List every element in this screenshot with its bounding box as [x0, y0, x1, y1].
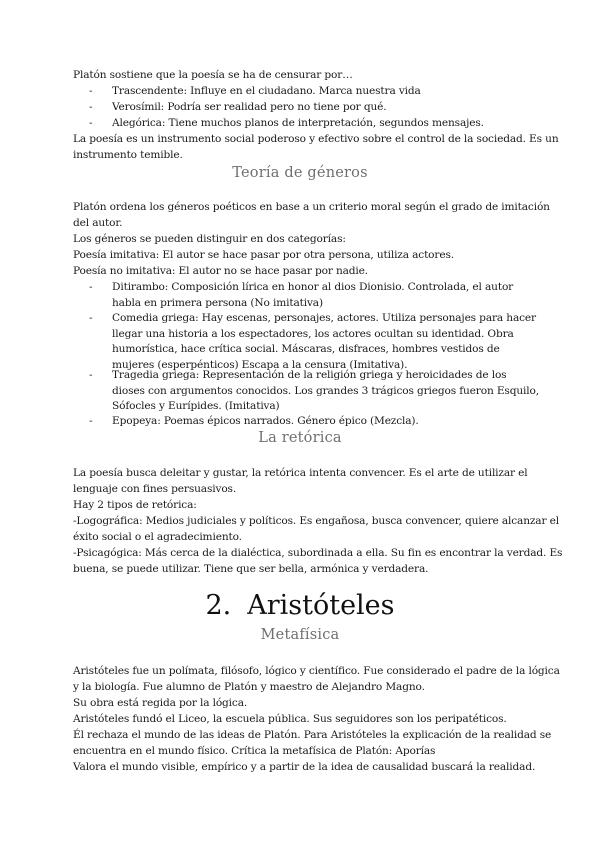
paragraph-line: -Psicagógica: Más cerca de la dialéctica, subordinada a ella. Su fin es encontrar la verdad. Es [73, 547, 563, 559]
paragraph-line: Poesía no imitativa: El autor no se hace pasar por nadie. [73, 265, 369, 277]
list-item-text: Tragedia griega: Representación de la religión griega y heroicidades de los dioses con argumentos conocidos. Los grandes 3 trágicos griegos fueron Esquilo, Sófocles y Eurípides. (Imitativa) [112, 369, 539, 412]
paragraph-line: Aristóteles fundó el Liceo, la escuela pública. Sus seguidores son los peripatéticos. [73, 713, 507, 725]
chapter-heading [0, 590, 600, 621]
bullet-dash: - [89, 101, 93, 113]
paragraph-line: -Logográfica: Medios judiciales y políticos. Es engañosa, busca convencer, quiere alcanzar el [73, 515, 559, 527]
paragraph-line: Hay 2 tipos de retórica: [73, 499, 197, 511]
list-item-text: Verosímil: Podría ser realidad pero no tiene por qué. [112, 101, 387, 113]
paragraph-line: buena, se puede utilizar. Tiene que ser bella, armónica y verdadera. [73, 563, 429, 575]
paragraph-line: instrumento temible. [73, 149, 183, 161]
bullet-dash: - [89, 117, 93, 129]
paragraph-line: y la biología. Fue alumno de Platón y maestro de Alejandro Magno. [73, 681, 425, 693]
list-item-text: Trascendente: Influye en el ciudadano. Marca nuestra vida [112, 85, 421, 97]
section-heading: Metafísica [260, 627, 340, 643]
paragraph-line: del autor. [73, 217, 123, 229]
list-item-text: Ditirambo: Composición lírica en honor al dios Dionisio. Controlada, el autor habla en primera persona (No imitativa) [112, 281, 514, 309]
list-item-text: Epopeya: Poemas épicos narrados. Género épico (Mezcla). [112, 415, 419, 427]
paragraph-line: Valora el mundo visible, empírico y a partir de la idea de causalidad buscará la realidad. [73, 761, 536, 773]
paragraph-line: Aristóteles fue un polímata, filósofo, lógico y científico. Fue considerado el padre de la lógica [73, 665, 560, 677]
section-heading: Teoría de géneros [232, 165, 368, 181]
paragraph-line: La poesía busca deleitar y gustar, la retórica intenta convencer. Es el arte de utilizar el [73, 467, 528, 479]
bullet-dash: - [89, 312, 93, 324]
paragraph-line: Platón ordena los géneros poéticos en base a un criterio moral según el grado de imitación [73, 201, 550, 213]
bullet-dash: - [89, 415, 93, 427]
paragraph-line: Su obra está regida por la lógica. [73, 697, 248, 709]
intro-lead: Platón sostiene que la poesía se ha de censurar por… [73, 69, 353, 81]
bullet-dash: - [89, 281, 93, 293]
paragraph-line: lenguaje con fines persuasivos. [73, 483, 237, 495]
list-item-text: Comedia griega: Hay escenas, personajes, actores. Utiliza personajes para hacer llegar una historia a los espectadores, los actores ocultan su identidad. Obra humorística, hace crítica social. Máscaras, disfraces, hombres vestidos de mujeres (esperpénticos) Escapa a la censura (Imitativa). [112, 312, 536, 371]
chapter-title: Aristóteles [247, 590, 395, 621]
chapter-number: 2. [205, 590, 232, 621]
paragraph-line: encuentra en el mundo físico. Crítica la metafísica de Platón: Aporías [73, 745, 436, 757]
paragraph-line: Los géneros se pueden distinguir en dos categorías: [73, 233, 346, 245]
section-heading: La retórica [258, 430, 342, 446]
paragraph-line: Poesía imitativa: El autor se hace pasar por otra persona, utiliza actores. [73, 249, 454, 261]
paragraph-line: La poesía es un instrumento social poderoso y efectivo sobre el control de la sociedad. Es un [73, 133, 559, 145]
bullet-dash: - [89, 369, 93, 381]
paragraph-line: Él rechaza el mundo de las ideas de Platón. Para Aristóteles la explicación de la realidad se [73, 729, 552, 741]
list-item-text: Alegórica: Tiene muchos planos de interpretación, segundos mensajes. [112, 117, 484, 129]
paragraph-line: éxito social o el agradecimiento. [73, 531, 242, 543]
bullet-dash: - [89, 85, 93, 97]
